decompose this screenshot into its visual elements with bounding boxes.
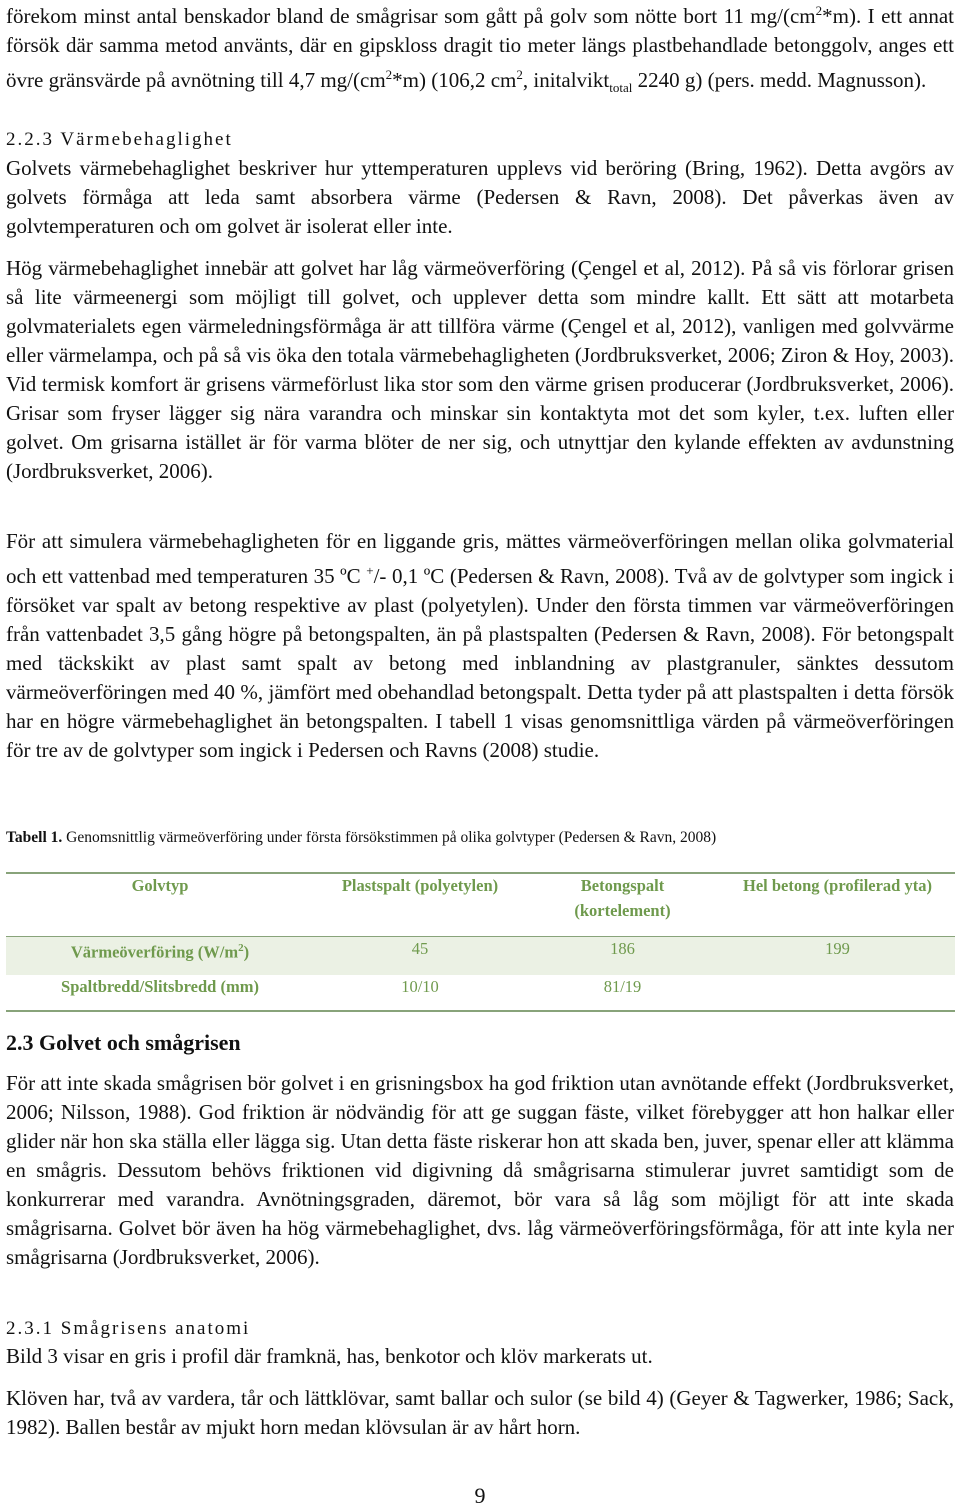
table-row-label-spaltbredd: Spaltbredd/Slitsbredd (mm) (61, 977, 259, 996)
paragraph-hog-varmebehaglighet: Hög värmebehaglighet innebär att golvet har låg värmeöverföring (Çengel et al, 2012). På så vis förlorar grisen så lite värmeenergi som möjligt till golvet, och upplever detta som mindre kallt. Ett sätt att motarbeta golvmaterialets egen värmeledningsförmåga är att tillföra värme (Çengel et al, 2012), vanligen med golvvärme eller värmelampa, och på så vis öka den totala värmebehagligheten (Jordbruksverket, 2006; Ziron & Hoy, 2003). Vid termisk komfort är grisens värmeförlust lika stor som den värme grisen producerar (Jordbruksverket, 2006). Grisar som fryser lägger sig nära varandra och minskar sin kontaktyta mot det som kyler, t.ex. luften eller golvet. Om grisarna istället är för varma blöter de ner sig, och utnyttjar den kylande effekten av avdunstning (Jordbruksverket, 2006). (6, 256, 954, 483)
table-cell-betong-varme: 186 (610, 939, 635, 958)
table-cell-helbetong-varme: 199 (825, 939, 850, 958)
paragraph-intro: förekom minst antal benskador bland de smågrisar som gått på golv som nötte bort 11 $mg/(cm^2*m)$. I ett annat försök där samma metod använts, där en gipskloss dragit tio meter längs plastbehandlade betonggolv, anges ett övre gränsvärde på avnötning till 4,7 $mg/(cm^2*m)$ (106,2 $cm^2$, initalvikt$_{total}$ 2240 g) (pers. medd. Magnusson). (6, 3, 954, 96)
table-header-hel-betong: Hel betong (profilerad yta) (743, 876, 932, 895)
paragraph-simulera: För att simulera värmebehagligheten för en liggande gris, mättes värmeöverföringen mellan olika golvmaterial och ett vattenbad med temperaturen 35 ºC +/- 0,1 ºC (Pedersen & Ravn, 2008). Två av de golvtyper som ingick i försöket var spalt av betong respektive av plast (polyetylen). Under den första timmen var värmeöverföringen från vattenbadet 3,5 gång högre på betongspalten, än på plastspalten (Pedersen & Ravn, 2008). För betongspalt med täckskikt av plast samt spalt av betong med inblandning av plastgranuler, sänktes dessutom värmeöverföringen med 40 %, jämfört med obehandlad betongspalt. Detta tyder på att plastspalten i detta försök har en högre värmebehaglighet än betongspalten. I tabell 1 visas genomsnittliga värden på värmeöverföringen för tre av de golvtyper som ingick i Pedersen och Ravns (2008) studie. (6, 529, 954, 762)
table-caption: Tabell 1. Genomsnittlig värmeöverföring under första försökstimmen på olika golvtyper (Pedersen & Ravn, 2008) (6, 829, 717, 846)
table-cell-plast-varme: 45 (411, 939, 429, 958)
heading-2-2-3: 2.2.3 Värmebehaglighet (6, 129, 233, 150)
table-cell-plast-spalt: 10/10 (401, 977, 439, 996)
paragraph-kloven: Klöven har, två av vardera, tår och lättklövar, samt ballar och sulor (se bild 4) (Geyer & Tagwerker, 1986; Sack, 1982). Ballen består av mjukt horn medan klövsulan är av hårt horn. (6, 1386, 954, 1439)
heading-2-3: 2.3 Golvet och smågrisen (6, 1030, 241, 1055)
table-header-golvtyp: Golvtyp (131, 876, 189, 895)
table-bottom-rule (6, 1010, 955, 1012)
table-header-plastspalt: Plastspalt (polyetylen) (341, 876, 499, 895)
table-row-label-varmeoverforing: Värmeöverföring $(W/m^2)$ (70, 942, 250, 962)
paragraph-golvet: För att inte skada smågrisen bör golvet i en grisningsbox ha god friktion utan avnötande effekt (Jordbruksverket, 2006; Nilsson, 1988). God friktion är nödvändig för att ge suggan fäste, vilket förebygger att hon halkar eller glider när hon ska ställa eller lägga sig. Utan detta fäste riskerar hon att skada ben, juver, spenar eller att klämma en smågris. Dessutom behövs friktionen vid digivning då smågrisarna stimulerar juvret samtidigt som de konkurrerar med varandra. Avnötningsgraden, däremot, bör vara så låg som möjligt för att inte skada smågrisarna. Golvet bör även ha hög värmebehaglighet, dvs. låg värmeöverföringsförmåga, för att inte kyla ner smågrisarna (Jordbruksverket, 2006). (6, 1071, 954, 1269)
table-header-betongspalt: Betongspalt (kortelement) (574, 876, 671, 920)
page-number: 9 (474, 1483, 486, 1508)
heading-2-3-1: 2.3.1 Smågrisens anatomi (6, 1318, 251, 1339)
table-cell-betong-spalt: 81/19 (603, 977, 642, 996)
paragraph-varmebehaglighet: Golvets värmebehaglighet beskriver hur yttemperaturen upplevs vid beröring (Bring, 1962). Detta avgörs av golvets förmåga att leda samt absorbera värme (Pedersen & Ravn, 2008). Det påverkas även av golvtemperaturen och om golvet är isolerat eller inte. (6, 156, 954, 238)
paragraph-bild-3: Bild 3 visar en gris i profil där framknä, has, benkotor och klöv markerats ut. (6, 1344, 653, 1368)
